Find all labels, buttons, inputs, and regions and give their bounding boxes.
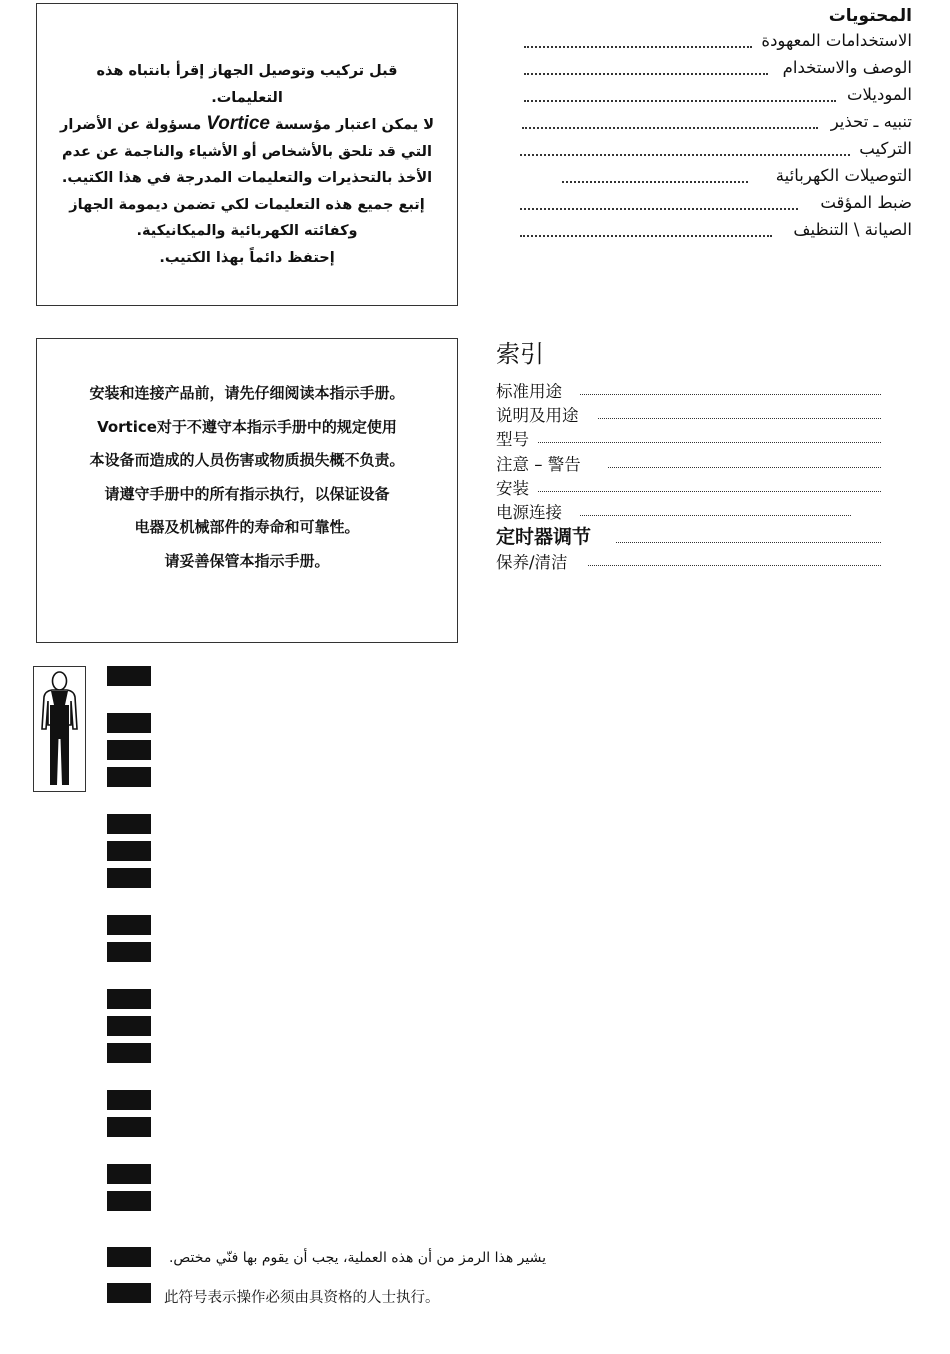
chinese-warning-line: 安装和连接产品前，请先仔细阅读本指示手册。 (89, 384, 405, 402)
arabic-contents-item (500, 83, 912, 110)
chinese-index-label: 注意 – 警告 (496, 451, 584, 475)
chinese-index-label: 定时器调节 (496, 522, 594, 549)
dot-leader (616, 542, 881, 543)
language-bar-icon (107, 1117, 151, 1137)
chinese-warning-box (36, 338, 458, 643)
language-bar-icon (107, 915, 151, 935)
dot-leader (598, 418, 881, 419)
chinese-warning-line: 电器及机械部件的寿命和可靠性。 (134, 518, 360, 537)
vortice-brand: Vortice (206, 113, 270, 134)
chinese-index-item (496, 378, 881, 402)
arabic-warning-line: لا يمكن اعتبار مؤسسة Vortice مسؤولة عن الأضرار (59, 113, 435, 134)
arabic-contents-label: الصيانة \ التنظيف (790, 220, 912, 239)
language-bar-icon (107, 989, 151, 1009)
chinese-index-item (496, 523, 881, 549)
dot-leader (520, 235, 772, 237)
chinese-symbol-note: 此符号表示操作必须由具资格的人士执行。 (164, 1290, 440, 1306)
dot-leader (538, 442, 881, 443)
arabic-contents-item (500, 137, 912, 164)
chinese-warning-line: 请遵守手册中的所有指示执行，以保证设备 (104, 484, 390, 503)
arabic-contents-label: الموديلات (844, 85, 912, 104)
language-bar-icon (107, 1191, 151, 1211)
chinese-index-item (496, 549, 881, 573)
language-bar-icon (107, 666, 151, 686)
chinese-index-item (496, 451, 881, 475)
arabic-warning-line: قبل تركيب وتوصيل الجهاز إقرأ بانتباه هذه (96, 63, 398, 79)
language-bar-icon (107, 942, 151, 962)
dot-leader (580, 515, 851, 516)
arabic-contents-title: المحتويات (828, 6, 912, 26)
arabic-contents-item (500, 29, 912, 56)
chinese-index-label: 标准用途 (496, 378, 565, 402)
language-bar-icon (107, 868, 151, 888)
arabic-warning-line: التي قد تلحق بالأشخاص أو الأشياء والناجمة عن عدم (62, 143, 432, 160)
arabic-warning-line: الأخذ بالتحذيرات والتعليمات المدرجة في هذا الكتيب. (61, 170, 433, 186)
dot-leader (538, 491, 881, 492)
chinese-index-item (496, 402, 881, 426)
chinese-index-item (496, 475, 881, 499)
dot-leader (580, 394, 881, 395)
chinese-warning-line: 请妥善保管本指示手册。 (164, 551, 330, 570)
arabic-contents-item (500, 110, 912, 137)
arabic-contents-item (500, 218, 912, 245)
arabic-contents-label: الاستخدامات المعهودة (758, 31, 912, 50)
dot-leader (524, 46, 752, 48)
language-bar-icon (107, 1283, 151, 1303)
language-bar-icon (107, 814, 151, 834)
dot-leader (562, 181, 748, 183)
dot-leader (524, 100, 836, 102)
language-bar-icon (107, 841, 151, 861)
chinese-index-label: 型号 (496, 426, 532, 450)
arabic-contents-label: الوصف والاستخدام (780, 58, 912, 77)
arabic-warning-box (36, 3, 458, 306)
arabic-warning-line: وكفائته الكهربائية والميكانيكية. (136, 223, 358, 239)
technician-icon-box (33, 666, 86, 792)
dot-leader (588, 565, 881, 566)
chinese-index-label: 电源连接 (496, 499, 565, 523)
arabic-contents-item (500, 56, 912, 83)
chinese-warning-line: 本设备而造成的人员伤害或物质损失概不负责。 (89, 451, 405, 470)
language-bar-icon (107, 713, 151, 733)
arabic-contents-item (500, 164, 912, 191)
dot-leader (608, 467, 881, 468)
arabic-warning-line: إحتفظ دائماً بهذا الكتيب. (159, 249, 335, 266)
language-bar-icon (107, 1090, 151, 1110)
arabic-contents-label: التوصيلات الكهربائية (773, 166, 912, 185)
dot-leader (520, 154, 850, 156)
dot-leader (522, 127, 818, 129)
arabic-warning-line: التعليمات. (211, 89, 283, 106)
chinese-warning-line: Vortice对于不遵守本指示手册中的规定使用 (97, 417, 397, 436)
arabic-contents-label: تنبيه ـ تحذير (828, 112, 912, 131)
language-bar-icon (107, 1043, 151, 1063)
arabic-contents-label: التركيب (856, 139, 912, 158)
dot-leader (520, 208, 798, 210)
arabic-warning-text (55, 58, 439, 271)
language-bar-icon (107, 1164, 151, 1184)
chinese-index-label: 说明及用途 (496, 402, 582, 426)
chinese-index-label: 安装 (496, 475, 532, 499)
chinese-index-title: 索引 (496, 340, 544, 368)
arabic-contents-label: ضبط المؤقت (817, 193, 912, 212)
arabic-warning-line: إتبع جميع هذه التعليمات لكي تضمن ديمومة الجهاز (69, 196, 425, 213)
arabic-contents (500, 3, 912, 245)
chinese-index-item (496, 499, 881, 523)
arabic-contents-item (500, 191, 912, 218)
chinese-warning-text (45, 377, 449, 579)
chinese-index-label: 保养/清洁 (496, 549, 571, 573)
dot-leader (524, 73, 768, 75)
technician-icon (34, 667, 85, 791)
chinese-index (496, 338, 881, 573)
language-bar-icon (107, 767, 151, 787)
language-bar-icon (107, 1247, 151, 1267)
chinese-index-item (496, 426, 881, 450)
language-bar-icon (107, 1016, 151, 1036)
language-bar-icon (107, 740, 151, 760)
arabic-symbol-note: يشير هذا الرمز من أن هذه العملية، يجب أن يقوم بها فنّي مختص. (168, 1250, 546, 1266)
